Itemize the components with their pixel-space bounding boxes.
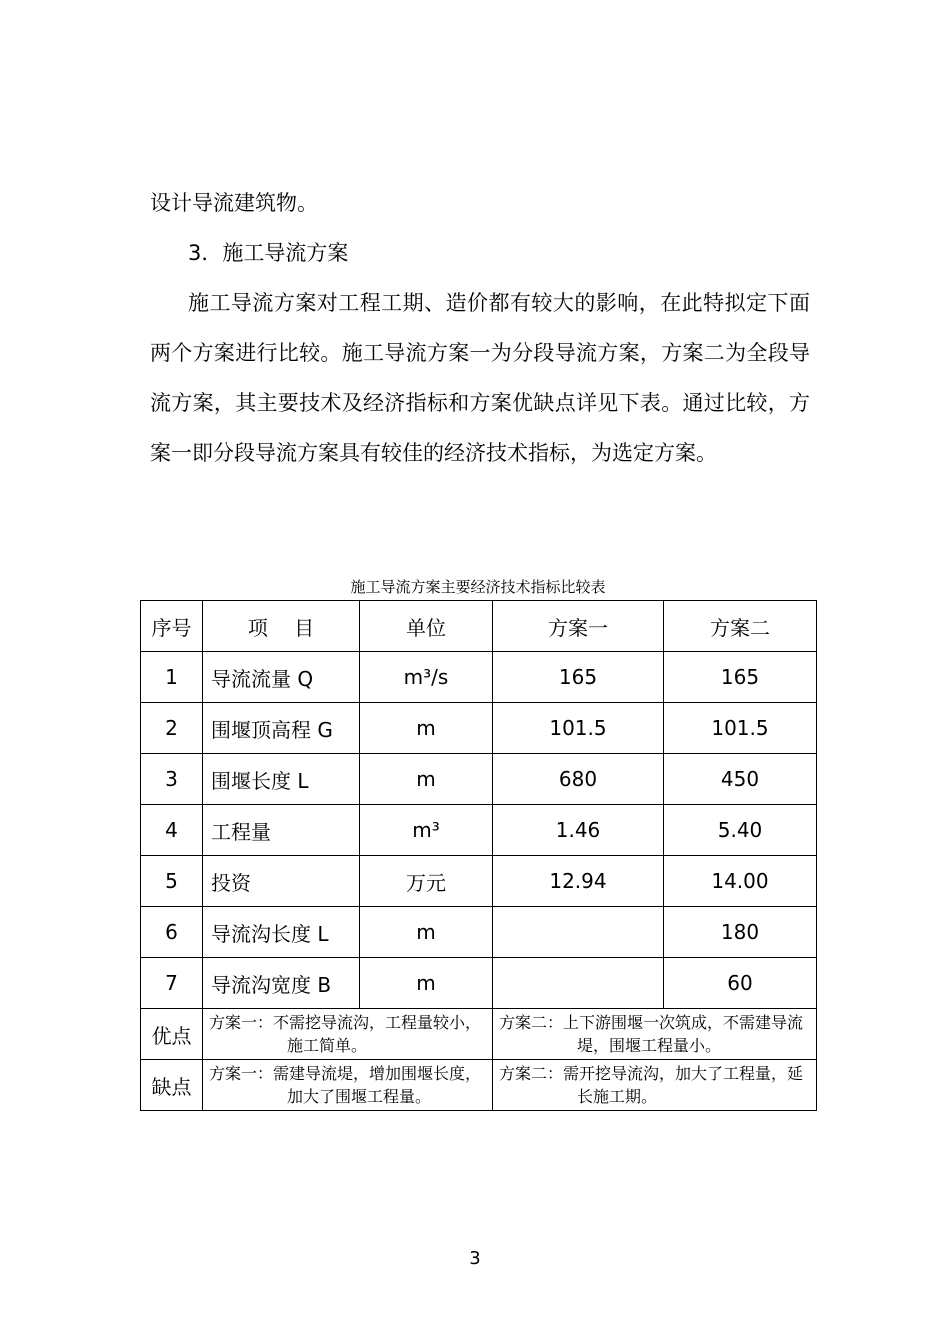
cell-index: 3 (141, 754, 203, 805)
page-number: 3 (469, 1248, 481, 1269)
table-row (141, 754, 817, 805)
section-heading: 3．施工导流方案 (188, 241, 349, 265)
advantages-plan2-line2: 堤，围堰工程量小。 (577, 1036, 722, 1055)
cell-unit: m³/s (360, 652, 493, 703)
cell-plan1: 12.94 (493, 856, 664, 907)
paragraph-body: 施工导流方案对工程工期、造价都有较大的影响，在此特拟定下面两个方案进行比较。施工导流方案一为分段导流方案，方案二为全段导流方案，其主要技术及经济指标和方案优缺点详见下表。通过比较，方案一即分段导流方案具有较佳的经济技术指标，为选定方案。 (150, 291, 810, 465)
disadvantages-plan1-line1: 方案一：需建导流堤，增加围堰长度， (209, 1064, 482, 1083)
cell-plan2: 180 (664, 907, 817, 958)
cell-unit: m³ (360, 805, 493, 856)
cell-plan2: 14.00 (664, 856, 817, 907)
cell-index: 5 (141, 856, 203, 907)
paragraph-intro-end: 设计导流建筑物。 (150, 191, 318, 215)
cell-plan1 (493, 907, 664, 958)
cell-index: 1 (141, 652, 203, 703)
cell-unit: 万元 (360, 856, 493, 907)
cell-plan2: 165 (664, 652, 817, 703)
cell-unit: m (360, 958, 493, 1009)
advantages-plan1 (203, 1009, 493, 1060)
advantages-plan1-line1: 方案一：不需挖导流沟，工程量较小， (209, 1013, 482, 1032)
cell-plan2: 5.40 (664, 805, 817, 856)
cell-plan2: 101.5 (664, 703, 817, 754)
cell-index: 2 (141, 703, 203, 754)
cell-item: 工程量 (203, 805, 360, 856)
cell-item: 导流沟长度 L (203, 907, 360, 958)
comparison-table (140, 600, 817, 1111)
cell-item: 导流沟宽度 B (203, 958, 360, 1009)
disadvantages-plan1-line2: 加大了围堰工程量。 (287, 1087, 432, 1106)
table-row (141, 805, 817, 856)
advantages-row (141, 1009, 817, 1060)
disadvantages-label: 缺点 (141, 1060, 203, 1111)
cell-unit: m (360, 907, 493, 958)
cell-item: 投资 (203, 856, 360, 907)
disadvantages-row (141, 1060, 817, 1111)
cell-plan1: 101.5 (493, 703, 664, 754)
cell-unit: m (360, 754, 493, 805)
cell-index: 7 (141, 958, 203, 1009)
disadvantages-plan2 (493, 1060, 817, 1111)
header-cell: 单位 (360, 601, 493, 652)
table-row (141, 703, 817, 754)
cell-item: 围堰长度 L (203, 754, 360, 805)
table-row (141, 907, 817, 958)
cell-plan1: 165 (493, 652, 664, 703)
table-header-row (141, 601, 817, 652)
cell-plan2: 450 (664, 754, 817, 805)
cell-plan1: 680 (493, 754, 664, 805)
cell-plan2: 60 (664, 958, 817, 1009)
cell-item: 导流流量 Q (203, 652, 360, 703)
advantages-plan2 (493, 1009, 817, 1060)
advantages-label: 优点 (141, 1009, 203, 1060)
disadvantages-plan2-line1: 方案二：需开挖导流沟，加大了工程量，延 (499, 1064, 804, 1083)
advantages-plan1-line2: 施工简单。 (287, 1036, 368, 1055)
disadvantages-plan1 (203, 1060, 493, 1111)
disadvantages-plan2-line2: 长施工期。 (577, 1087, 658, 1106)
cell-item: 围堰顶高程 G (203, 703, 360, 754)
table-row (141, 958, 817, 1009)
advantages-plan2-line1: 方案二：上下游围堰一次筑成，不需建导流 (499, 1013, 804, 1032)
cell-unit: m (360, 703, 493, 754)
header-cell: 项 目 (203, 601, 360, 652)
header-cell: 序号 (141, 601, 203, 652)
header-cell: 方案一 (493, 601, 664, 652)
table-row (141, 652, 817, 703)
table-caption: 施工导流方案主要经济技术指标比较表 (350, 578, 606, 596)
cell-plan1 (493, 958, 664, 1009)
cell-index: 4 (141, 805, 203, 856)
cell-index: 6 (141, 907, 203, 958)
header-cell: 方案二 (664, 601, 817, 652)
cell-plan1: 1.46 (493, 805, 664, 856)
table-row (141, 856, 817, 907)
